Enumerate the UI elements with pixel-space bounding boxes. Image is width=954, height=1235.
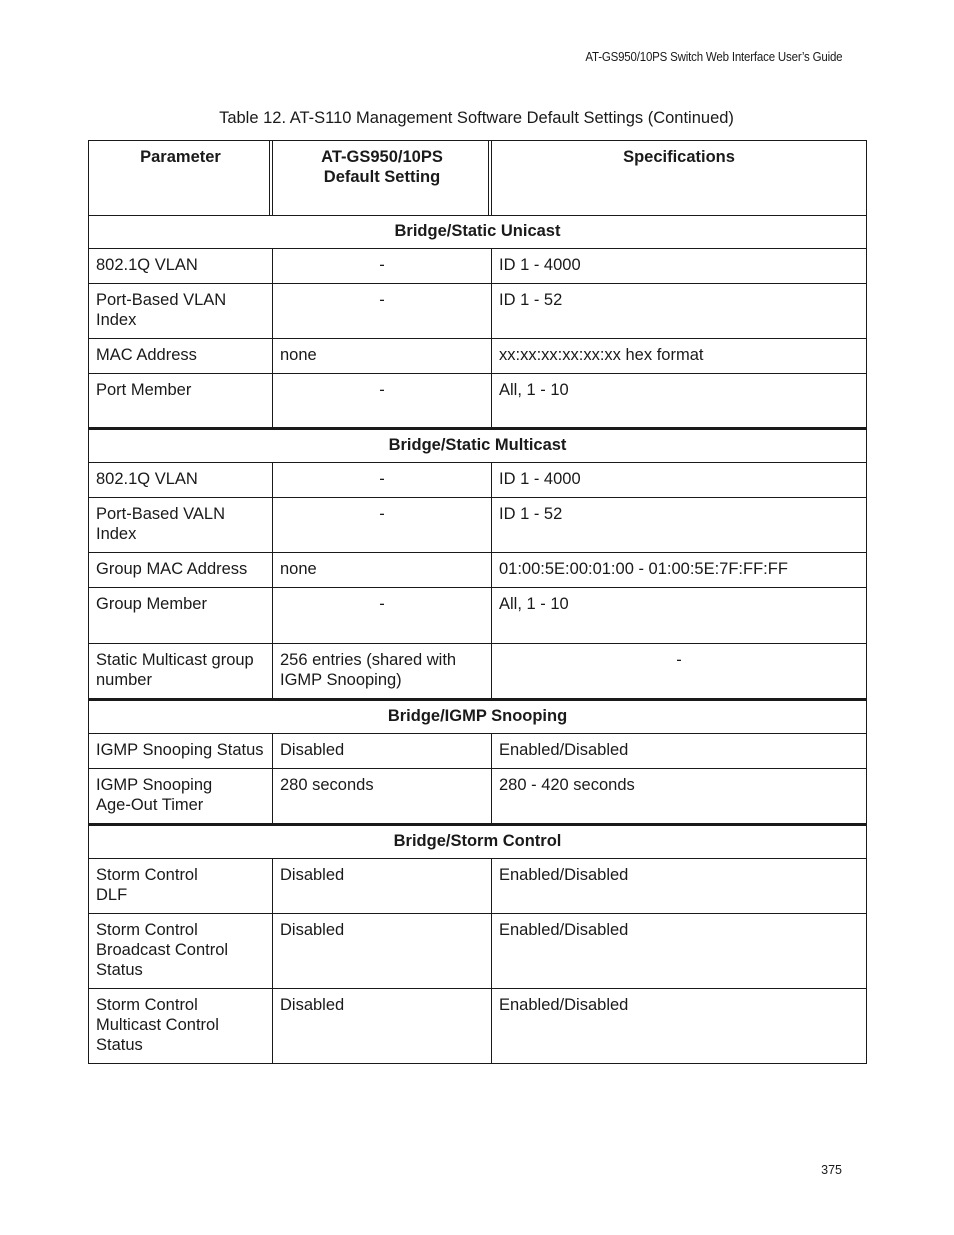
table-row xyxy=(89,284,867,339)
table-row xyxy=(89,588,867,644)
table-row xyxy=(89,374,867,429)
cell-spec: Enabled/Disabled xyxy=(492,734,867,769)
table-row xyxy=(89,989,867,1064)
cell-parameter: Storm Control DLF xyxy=(89,859,273,914)
cell-spec: Enabled/Disabled xyxy=(492,914,867,989)
cell-spec: All, 1 - 10 xyxy=(492,374,867,429)
cell-default: Disabled xyxy=(273,914,492,989)
table-header-row xyxy=(89,141,867,216)
section-title: Bridge/Static Unicast xyxy=(89,216,867,249)
table-row xyxy=(89,914,867,989)
cell-default: - xyxy=(273,284,492,339)
column-header-specifications: Specifications xyxy=(492,141,867,216)
cell-default: Disabled xyxy=(273,989,492,1064)
cell-spec: xx:xx:xx:xx:xx:xx hex format xyxy=(492,339,867,374)
cell-parameter: 802.1Q VLAN xyxy=(89,463,273,498)
table-row xyxy=(89,498,867,553)
cell-spec: ID 1 - 52 xyxy=(492,498,867,553)
column-header-default-setting: AT-GS950/10PS Default Setting xyxy=(273,141,492,216)
cell-default: none xyxy=(273,339,492,374)
cell-default: Disabled xyxy=(273,859,492,914)
table-caption: Table 12. AT-S110 Management Software Default Settings (Continued) xyxy=(219,109,734,127)
cell-default: Disabled xyxy=(273,734,492,769)
cell-default: 256 entries (shared with IGMP Snooping) xyxy=(273,644,492,700)
cell-parameter: IGMP Snooping Age-Out Timer xyxy=(89,769,273,825)
cell-spec: ID 1 - 52 xyxy=(492,284,867,339)
default-settings-table xyxy=(88,140,867,1064)
cell-parameter: Storm Control Broadcast Control Status xyxy=(89,914,273,989)
table-row xyxy=(89,644,867,700)
cell-parameter: Storm Control Multicast Control Status xyxy=(89,989,273,1064)
cell-parameter: Group Member xyxy=(89,588,273,644)
section-title: Bridge/IGMP Snooping xyxy=(89,700,867,734)
table-row xyxy=(89,553,867,588)
table-row xyxy=(89,463,867,498)
cell-parameter: Port-Based VALN Index xyxy=(89,498,273,553)
section-title: Bridge/Static Multicast xyxy=(89,429,867,463)
cell-spec: ID 1 - 4000 xyxy=(492,463,867,498)
cell-parameter: MAC Address xyxy=(89,339,273,374)
table-row xyxy=(89,769,867,825)
section-title: Bridge/Storm Control xyxy=(89,825,867,859)
cell-default: - xyxy=(273,249,492,284)
cell-default: - xyxy=(273,588,492,644)
cell-parameter: Static Multicast group number xyxy=(89,644,273,700)
column-header-parameter: Parameter xyxy=(89,141,273,216)
cell-default: none xyxy=(273,553,492,588)
cell-parameter: 802.1Q VLAN xyxy=(89,249,273,284)
table-row xyxy=(89,859,867,914)
cell-spec: 01:00:5E:00:01:00 - 01:00:5E:7F:FF:FF xyxy=(492,553,867,588)
cell-spec: Enabled/Disabled xyxy=(492,859,867,914)
cell-parameter: Port Member xyxy=(89,374,273,429)
table-row xyxy=(89,249,867,284)
cell-parameter: Port-Based VLAN Index xyxy=(89,284,273,339)
cell-spec: ID 1 - 4000 xyxy=(492,249,867,284)
table-row xyxy=(89,339,867,374)
section-row xyxy=(89,429,867,463)
running-header: AT-GS950/10PS Switch Web Interface User’s Guide xyxy=(584,50,842,64)
cell-spec: - xyxy=(492,644,867,700)
table-row xyxy=(89,734,867,769)
section-row xyxy=(89,825,867,859)
cell-default: - xyxy=(273,498,492,553)
cell-spec: Enabled/Disabled xyxy=(492,989,867,1064)
cell-parameter: IGMP Snooping Status xyxy=(89,734,273,769)
section-row xyxy=(89,700,867,734)
cell-default: 280 seconds xyxy=(273,769,492,825)
section-row xyxy=(89,216,867,249)
cell-default: - xyxy=(273,374,492,429)
cell-spec: 280 - 420 seconds xyxy=(492,769,867,825)
cell-spec: All, 1 - 10 xyxy=(492,588,867,644)
page-number: 375 xyxy=(821,1163,842,1177)
cell-parameter: Group MAC Address xyxy=(89,553,273,588)
cell-default: - xyxy=(273,463,492,498)
